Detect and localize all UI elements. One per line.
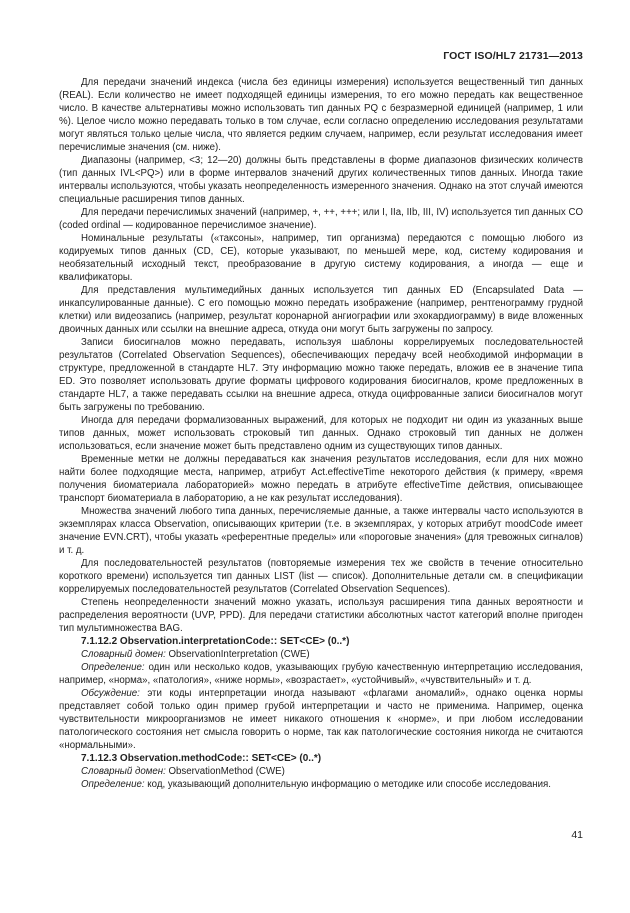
paragraph: Для представления мультимедийных данных используется тип данных ED (Encapsulated Data — инкапсулированные данные). С его помощью можно передать изображение (например, рентгенограмму грудной клетки) или видеозапись (например, результат коронарной ангиографии или эхокардиограмму) в виде вложенных двоичных данных или ссылки на внешние адреса, откуда они могут быть загружены по запросу. bbox=[59, 285, 583, 335]
domain-value: ObservationInterpretation (CWE) bbox=[165, 649, 310, 660]
paragraph: Временные метки не должны передаваться как значения результатов исследования, если для них можно найти более подходящие места, например, атрибут Act.effectiveTime некоторого действия (к примеру, «время получения биоматериала лабораторией» можно передать в атрибуте effectiveTime действия, описывающее транспорт биоматериала в лабораторию, а не как результат исследования). bbox=[59, 454, 583, 504]
vocabulary-domain bbox=[59, 648, 583, 661]
paragraph: Записи биосигналов можно передавать, используя шаблоны коррелируемых последовательностей результатов (Correlated Observation Sequences), обеспечивающих передачу всей необходимой информации в структуре, предложенной в стандарте HL7. Эту информацию можно также передать, вложив ее в значение типа ED. Это позволяет использовать другие форматы цифрового кодирования биосигналов, кроме предложенных в стандарте HL7, а также передавать ссылки на внешние адреса, откуда оцифрованные записи биосигналов могут быть загружены по требованию. bbox=[59, 337, 583, 413]
vocabulary-domain bbox=[59, 765, 583, 778]
paragraph: Для передачи перечислимых значений (например, +, ++, +++; или I, IIa, IIb, III, IV) используется тип данных CO (coded ordinal — кодированное перечислимое значение). bbox=[59, 207, 583, 231]
definition bbox=[59, 778, 583, 791]
discussion-label: Обсуждение: bbox=[81, 688, 140, 699]
page-body bbox=[59, 76, 583, 791]
paragraph: Множества значений любого типа данных, перечисляемые данные, а также интервалы часто используются в экземплярах класса Observation, описывающих критерии (т.е. в экземплярах, у которых атрибут moodCode имеет значение EVN.CRT), чтобы указать «референтные пределы» или «пороговые значения» (для тревожных сигналов) и т. д. bbox=[59, 506, 583, 556]
paragraph: Номинальные результаты («таксоны», например, тип организма) передаются с помощью любого из кодируемых типов данных (CD, CE), которые указывают, по меньшей мере, код, систему кодирования и необязательный исходный текст, преобразование в другую систему кодирования, а иногда — еще и квалификаторы. bbox=[59, 233, 583, 283]
paragraph: Диапазоны (например, <3; 12—20) должны быть представлены в форме диапазонов физических количеств (тип данных IVL<PQ>) или в форме интервалов значений других количественных типов данных. Иногда такие интервалы используются, чтобы указать неопределенность измеренного значения. Однако на этот случай имеются специальные расширения типов данных. bbox=[59, 155, 583, 205]
domain-label: Словарный домен: bbox=[81, 766, 166, 777]
document-header: ГОСТ ISO/HL7 21731—2013 bbox=[443, 50, 583, 62]
section-heading-interpretation-code: 7.1.12.2 Observation.interpretationCode:: SET<CE> (0..*) bbox=[81, 636, 350, 647]
paragraph: Для передачи значений индекса (числа без единицы измерения) используется вещественный тип данных (REAL). Если количество не имеет подходящей единицы измерения, то его можно передать как вещественное число. В качестве альтернативы можно использовать тип данных PQ с безразмерной единицей (например, 1 или %). Целое число можно передавать только в том случае, если согласно определению исследования результатами могут являться только целые числа, что является редким случаем, например, если результат исследования имеет перечислимые значения (см. ниже). bbox=[59, 77, 583, 153]
paragraph: Степень неопределенности значений можно указать, используя расширения типа данных вероятности и распределения вероятности (UVP, PPD). Для передачи статистики абсолютных частот категорий вполне пригоден тип мультимножества BAG. bbox=[59, 597, 583, 634]
definition-label: Определение: bbox=[81, 779, 145, 790]
domain-label: Словарный домен: bbox=[81, 649, 166, 660]
domain-value: ObservationMethod (CWE) bbox=[165, 766, 285, 777]
discussion-text: эти коды интерпретации иногда называют «флагами аномалий», однако оценка нормы представляет собой только один пример грубой интерпретации и часто не применима. Например, оценка чувствительности микроорганизмов не имеет никакого отношения к «норме», и при любом исследовании патологического состояния нет смысла говорить о норме, так как патологические состояния никогда не считаются «нормальными». bbox=[59, 688, 583, 751]
discussion bbox=[59, 687, 583, 752]
page-number: 41 bbox=[571, 829, 583, 841]
definition-text: один или несколько кодов, указывающих грубую качественную интерпретацию исследования, например, «норма», «патология», «ниже нормы», «возрастает», «устойчивый», «чувствительный» и т. д. bbox=[59, 662, 583, 686]
definition-label: Определение: bbox=[81, 662, 145, 673]
paragraph: Иногда для передачи формализованных выражений, для которых не подходит ни один из указанных выше типов данных, может использовать строковый тип данных. Однако строковый тип данных не должен использоваться, если значение может быть представлено одним из существующих типов данных. bbox=[59, 415, 583, 452]
section-heading-method-code: 7.1.12.3 Observation.methodCode:: SET<CE> (0..*) bbox=[81, 753, 322, 764]
definition bbox=[59, 661, 583, 687]
definition-text: код, указывающий дополнительную информацию о методике или способе исследования. bbox=[144, 779, 551, 790]
paragraph: Для последовательностей результатов (повторяемые измерения тех же свойств в течение относительно короткого времени) используется тип данных LIST (list — список). Дополнительные детали см. в спецификации коррелируемых последовательностей результатов (Correlated Observation Sequences). bbox=[59, 558, 583, 595]
